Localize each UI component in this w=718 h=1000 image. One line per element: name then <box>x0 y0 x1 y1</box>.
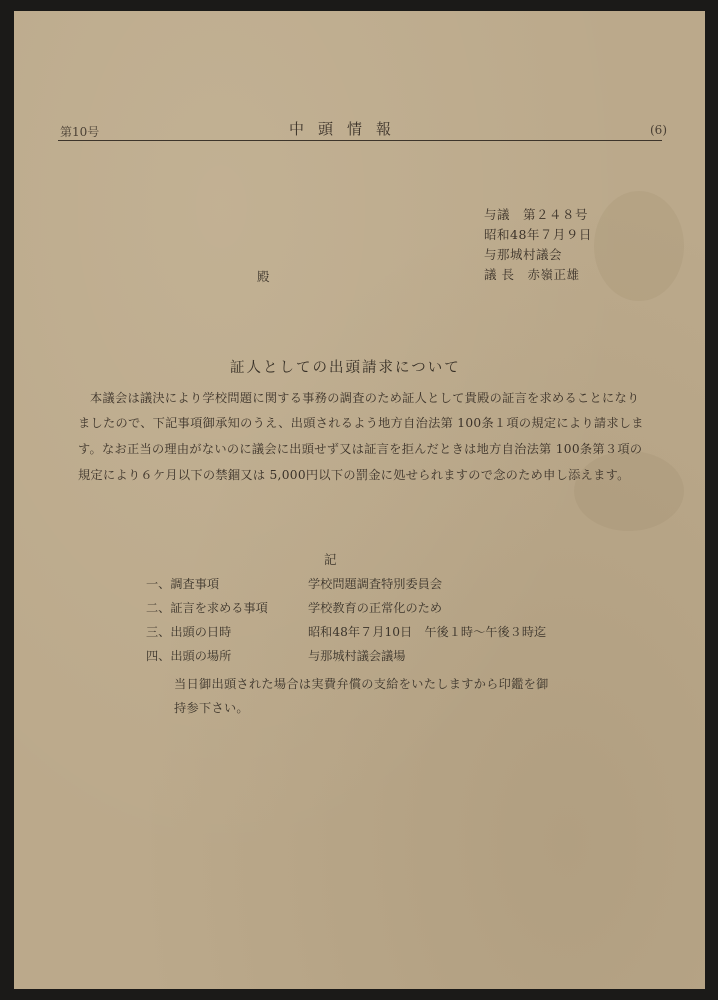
note-line: 当日御出頭された場合は実費弁償の支給をいたしますから印鑑を御 <box>174 677 549 691</box>
reference-number: 与議 第２４８号 <box>484 207 589 222</box>
publication-title: 中頭情報 <box>289 120 406 138</box>
paper-stain <box>574 451 684 531</box>
item-value: 昭和48年７月10日 午後１時〜午後３時迄 <box>308 625 547 639</box>
item-label: 一、調査事項 <box>146 577 220 591</box>
item-value: 与那城村議会議場 <box>308 649 406 663</box>
item-label: 二、証言を求める事項 <box>146 601 268 615</box>
reference-chair: 議 長 赤嶺正雄 <box>484 267 580 282</box>
body-line: す。なお正当の理由がないのに議会に出頭せず又は証言を拒んだときは地方自治法第 100条第３項の <box>78 442 643 456</box>
item-value: 学校教育の正常化のため <box>308 601 443 615</box>
header-rule <box>58 140 662 141</box>
note-line: 持参下さい。 <box>174 701 249 715</box>
item-label: 三、出頭の日時 <box>146 625 232 639</box>
page-number: (6) <box>650 123 667 137</box>
document-title: 証人としての出頭請求について <box>230 360 461 376</box>
paper-stain <box>594 191 684 301</box>
reference-issuer: 与那城村議会 <box>484 247 563 262</box>
ki-heading: 記 <box>324 552 337 567</box>
body-line: ましたので、下記事項御承知のうえ、出頭されるよう地方自治法第 100条１項の規定により請求しま <box>78 416 644 430</box>
document-page <box>14 11 705 989</box>
reference-date: 昭和48年７月９日 <box>484 227 592 242</box>
addressee: 殿 <box>257 269 270 284</box>
body-line: 規定により６ケ月以下の禁錮又は 5,000円以下の罰金に処せられますので念のため申し添えます。 <box>78 468 630 482</box>
issue-number: 第10号 <box>60 125 100 139</box>
body-line: 本議会は議決により学校問題に関する事務の調査のため証人として貴殿の証言を求めることになり <box>90 391 640 405</box>
item-value: 学校問題調査特別委員会 <box>308 577 443 591</box>
item-label: 四、出頭の場所 <box>146 649 232 663</box>
